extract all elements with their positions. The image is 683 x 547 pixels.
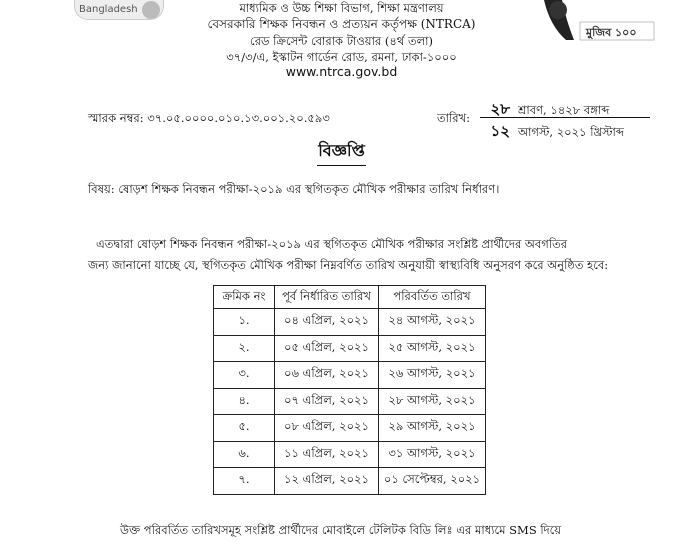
building-line: রেড ক্রিসেন্ট বোরাক টাওয়ার (৪র্থ তলা): [250, 34, 433, 48]
revised-date-cell: ০১ সেপ্টেম্বর, ২০২১: [379, 468, 486, 495]
serial-cell: ১.: [214, 309, 275, 336]
date-label: তারিখ:: [437, 111, 471, 125]
website-link[interactable]: www.ntrca.gov.bd: [285, 64, 398, 79]
serial-cell: ২.: [214, 335, 275, 362]
table-row: [214, 468, 486, 495]
header-serial: ক্রমিক নং: [214, 286, 275, 309]
previous-date-cell: ০৪ এপ্রিল, ২০২১: [275, 309, 379, 336]
previous-date-cell: ০৭ এপ্রিল, ২০২১: [275, 388, 379, 415]
english-day: ১২: [490, 122, 510, 140]
table-row: [214, 388, 486, 415]
address-line: ৩৭/৩/এ, ইস্কাটন গার্ডেন রোড, রমনা, ঢাকা-১০০০: [226, 50, 457, 64]
serial-cell: ৩.: [214, 362, 275, 389]
bangla-date-rest: শ্রাবণ, ১৪২৮ বঙ্গাব্দ: [518, 103, 610, 117]
header-revised-date: পরিবর্তিত তারিখ: [379, 286, 486, 309]
revised-date-cell: ২৬ আগস্ট, ২০২১: [379, 362, 486, 389]
ministry-line: মাধ্যমিক ও উচ্চ শিক্ষা বিভাগ, শিক্ষা মন্ত্রণালয়: [239, 1, 444, 15]
previous-date-cell: ১১ এপ্রিল, ২০২১: [275, 441, 379, 468]
table-row: [214, 309, 486, 336]
serial-cell: ৫.: [214, 415, 275, 442]
table-row: [214, 441, 486, 468]
table-row: [214, 415, 486, 442]
header-previous-date: পূর্ব নির্ধারিত তারিখ: [275, 286, 379, 309]
memo-label: স্মারক নম্বর:: [88, 111, 144, 125]
table-row: [214, 362, 486, 389]
previous-date-cell: ০৬ এপ্রিল, ২০২১: [275, 362, 379, 389]
logo-left-text: Bangladesh: [79, 4, 138, 15]
logo-right-text: মুজিব ১০০: [586, 26, 637, 39]
notice-title: বিজ্ঞপ্তি: [317, 138, 366, 166]
serial-cell: ৪.: [214, 388, 275, 415]
body-line-2: জন্য জানানো যাচ্ছে যে, স্থগিতকৃত মৌখিক পরীক্ষা নিম্নবর্ণিত তারিখ অনুযায়ী স্বাস্থ্যবিধি অনুসরণ করে অনুষ্ঠিত হবে:: [88, 258, 609, 272]
revised-date-cell: ২৮ আগস্ট, ২০২১: [379, 388, 486, 415]
table-header-row: [214, 286, 486, 309]
footer-paragraph: উক্ত পরিবর্তিত তারিখসমূহ সংশ্লিষ্ট প্রার্থীদের মোবাইলে টেলিটক বিডি লিঃ এর মাধ্যমে SMS দিয়ে: [120, 523, 562, 537]
memo-number: [88, 110, 330, 129]
revised-date-cell: ২৯ আগস্ট, ২০২১: [379, 415, 486, 442]
subject-line: বিষয়: ষোড়শ শিক্ষক নিবন্ধন পরীক্ষা-২০১৯ এর স্থগিতকৃত মৌখিক পরীক্ষার তারিখ নির্ধারণ।: [88, 182, 500, 196]
previous-date-cell: ০৮ এপ্রিল, ২০২১: [275, 415, 379, 442]
revised-date-cell: ২৪ আগস্ট, ২০২১: [379, 309, 486, 336]
previous-date-cell: ০৫ এপ্রিল, ২০২১: [275, 335, 379, 362]
body-line-1: এতদ্বারা ষোড়শ শিক্ষক নিবন্ধন পরীক্ষা-২০১৯ এর স্থগিতকৃত মৌখিক পরীক্ষার সংশ্লিষ্ট প্রার্থীদের অবগতির: [96, 237, 568, 251]
previous-date-cell: ১২ এপ্রিল, ২০২১: [275, 468, 379, 495]
date-block: [480, 98, 670, 140]
revised-date-cell: ২৫ আগস্ট, ২০২১: [379, 335, 486, 362]
schedule-table: [213, 285, 486, 495]
english-date-rest: আগস্ট, ২০২১ খ্রিস্টাব্দ: [518, 125, 624, 139]
body-paragraph: [88, 234, 628, 276]
table-row: [214, 335, 486, 362]
bangla-day: ২৮: [490, 100, 510, 118]
revised-date-cell: ৩১ আগস্ট, ২০২১: [379, 441, 486, 468]
org-name: বেসরকারি শিক্ষক নিবন্ধন ও প্রত্যয়ন কর্তৃপক্ষ (NTRCA): [207, 17, 476, 31]
serial-cell: ৬.: [214, 441, 275, 468]
memo-value: ৩৭.০৫.০০০০.০১০.১৩.০০১.২০.৫৯৩: [147, 111, 330, 125]
serial-cell: ৭.: [214, 468, 275, 495]
notice-heading: [0, 138, 683, 166]
